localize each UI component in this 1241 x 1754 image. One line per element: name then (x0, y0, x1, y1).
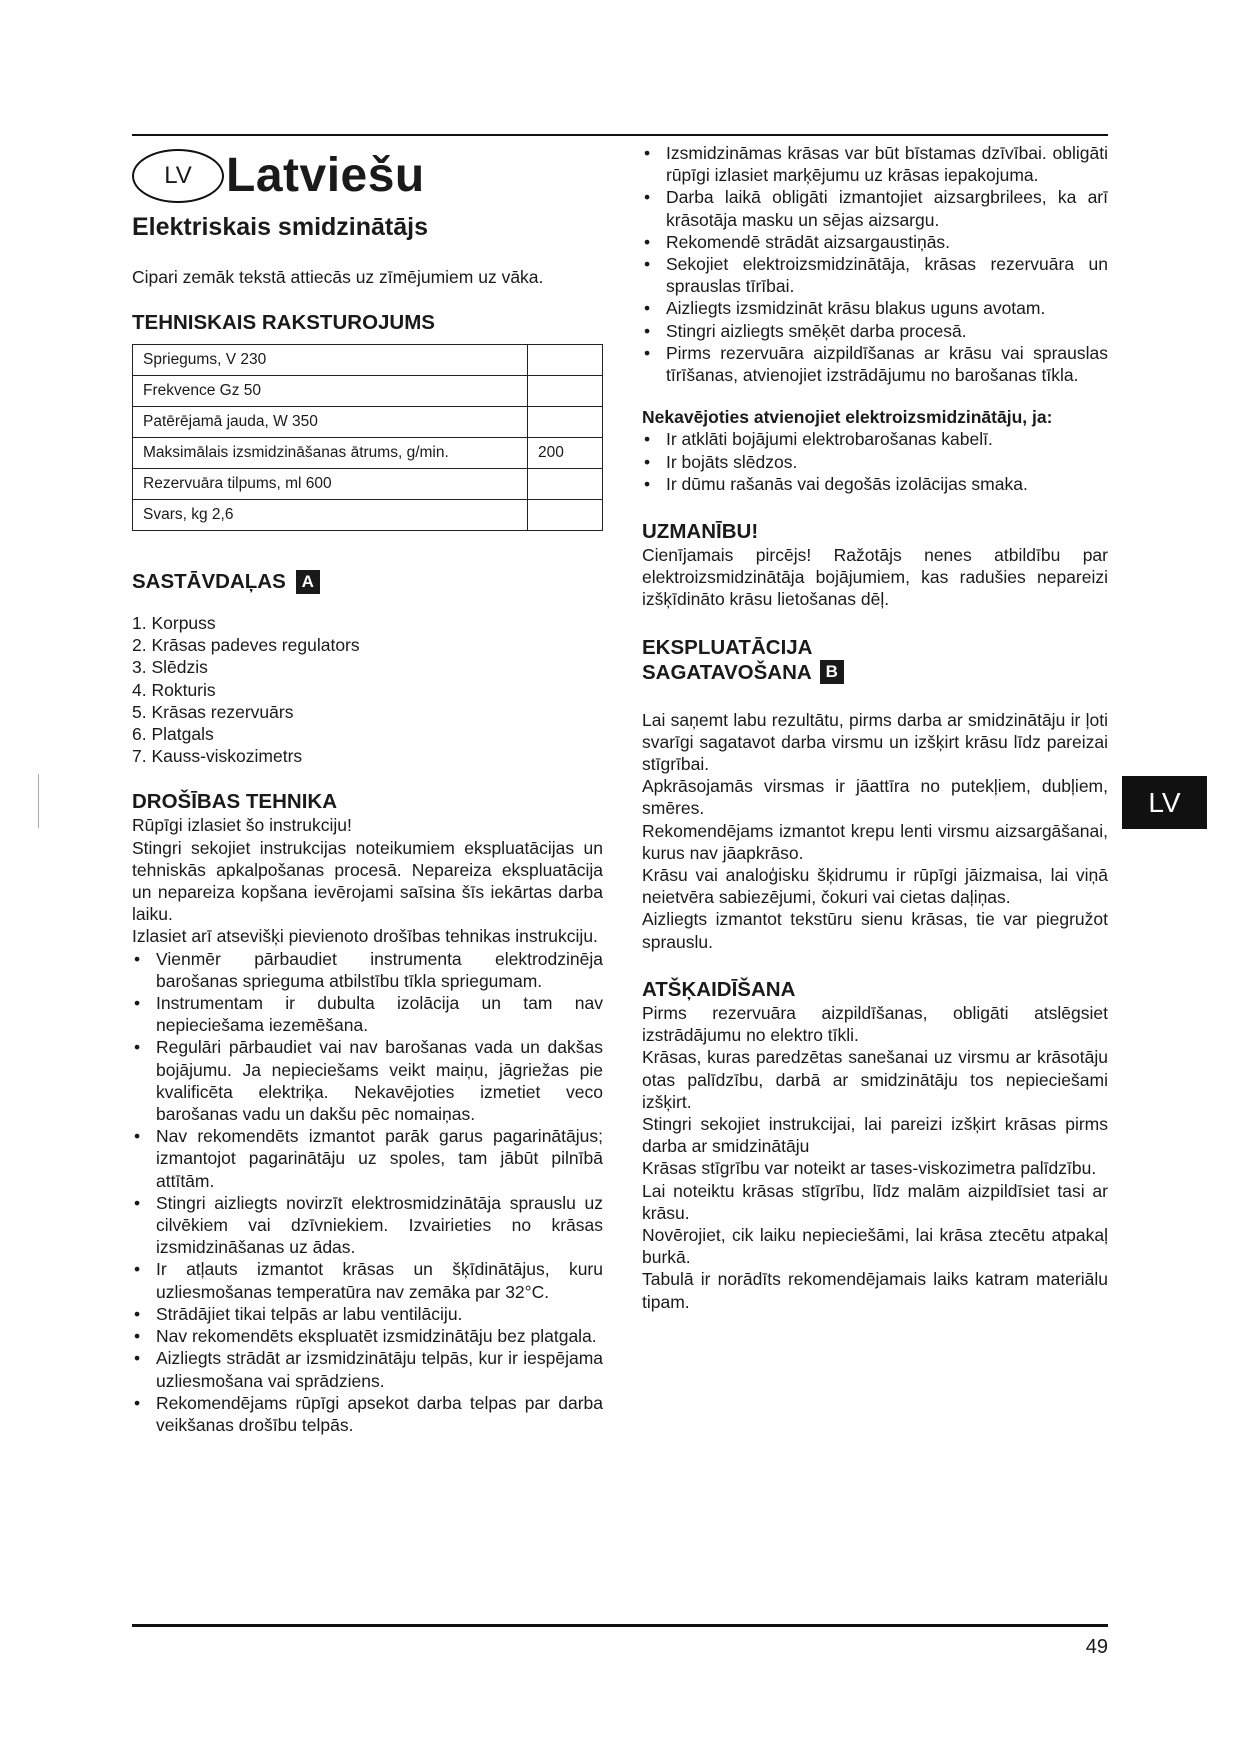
parts-heading (132, 569, 603, 594)
disconnect-heading: Nekavējoties atvienojiet elektroizsmidzinātāju, ja: (642, 407, 1053, 428)
spec-row (133, 407, 603, 438)
spec-row (133, 500, 603, 531)
spec-value (528, 345, 603, 376)
preparation-paragraph: Rekomendējams izmantot krepu lenti virsmu aizsargāšanai, kurus nav jāapkrāso. (642, 820, 1108, 863)
top-rule (132, 134, 1108, 136)
right-column (642, 142, 1108, 1313)
safety-bullet: • Sekojiet elektroizsmidzinātāja, krāsas rezervuāra un sprauslas tīrībai. (642, 253, 1108, 297)
spec-value: 200 (528, 438, 603, 469)
safety-heading: DROŠĪBAS TEHNIKA (132, 790, 338, 814)
thinning-paragraph: Stingri sekojiet instrukcijai, lai pareizi izšķirt krāsas pirms darba ar smidzinātāju (642, 1113, 1108, 1157)
intro-text: Cipari zemāk tekstā attiecās uz zīmējumiem uz vāka. (132, 267, 544, 287)
part-item: 4. Rokturis (132, 679, 216, 700)
part-item: 6. Platgals (132, 724, 214, 745)
bottom-rule (132, 1624, 1108, 1627)
thinning-paragraph: Pirms rezervuāra aizpildīšanas, obligāti atslēgsiet izstrādājumu no elektro tīkli. (642, 1002, 1108, 1046)
safety-bullet: • Darba laikā obligāti izmantojiet aizsargbrilees, ka arī krāsotāja masku un sējas aizsargu. (642, 186, 1108, 230)
specs-table (132, 344, 603, 531)
safety-bullet: • Aizliegts strādāt ar izsmidzinātāju telpās, kur ir iespējama uzliesmošana vai sprādziens. (132, 1347, 603, 1391)
safety-paragraph: Izlasiet arī atsevišķi pievienoto drošības tehnikas instrukciju. (132, 926, 598, 947)
thinning-paragraph: Krāsas, kuras paredzētas sanešanai uz virsmu ar krāsotāju otas palīdzību, darbā ar smidzinātāju tos nepieciešami izšķirt. (642, 1047, 1108, 1112)
disconnect-bullet: • Ir dūmu rašanās vai degošās izolācijas smaka. (642, 473, 1108, 495)
safety-bullet: • Stingri aizliegts novirzīt elektrosmidzinātāja sprauslu uz cilvēkiem vai dzīvniekiem. Izvairieties no krāsas izsmidzināšanas uz ādas. (132, 1192, 603, 1259)
safety-read-instructions: Rūpīgi izlasiet šo instrukciju! (132, 815, 352, 836)
spec-label: Frekvence Gz 50 (133, 376, 528, 407)
warning-text: Cienījamais pircējs! Ražotājs nenes atbildību par elektroizsmidzinātāja bojājumiem, kas radušies nepareizi izšķīdināto krāsu lietošanas dēļ. (642, 545, 1108, 610)
part-item: 2. Krāsas padeves regulators (132, 635, 360, 656)
page-number: 49 (1085, 1636, 1108, 1658)
part-item: 7. Kauss-viskozimetrs (132, 746, 303, 767)
safety-bullet: • Rekomendējams rūpīgi apsekot darba telpas par darba veikšanas drošību telpās. (132, 1392, 603, 1436)
product-title: Elektriskais smidzinātājs (132, 213, 428, 241)
left-column (132, 142, 603, 1436)
operation-heading: EKSPLUATĀCIJA (642, 635, 813, 659)
spec-row (133, 345, 603, 376)
part-item: 1. Korpuss (132, 613, 216, 633)
safety-bullet: • Vienmēr pārbaudiet instrumenta elektrodzinēja barošanas sprieguma atbilstību tīkla spriegumam. (132, 948, 603, 992)
spec-label: Rezervuāra tilpums, ml 600 (133, 469, 528, 500)
safety-bullet-list (132, 948, 603, 1436)
figure-a-badge: A (296, 570, 320, 594)
part-item: 5. Krāsas rezervuārs (132, 701, 294, 722)
thinning-paragraph: Krāsas stīgrību var noteikt ar tases-viskozimetra palīdzību. (642, 1158, 1097, 1179)
spec-label: Patērējamā jauda, W 350 (133, 407, 528, 438)
spec-value (528, 469, 603, 500)
spec-value (528, 407, 603, 438)
thinning-paragraph: Novērojiet, cik laiku nepieciešāmi, lai krāsa ztecētu atpakaļ burkā. (642, 1224, 1108, 1268)
preparation-heading (642, 660, 1108, 685)
spec-value (528, 500, 603, 531)
safety-bullet: • Regulāri pārbaudiet vai nav barošanas vada un dakšas bojājumu. Ja nepieciešams veikt maiņu, jāgriežas pie kvalificēta elektriķa. Nekavējoties izmetiet veco barošanas vadu un dakšu pēc nomaiņas. (132, 1036, 603, 1125)
spec-row (133, 438, 603, 469)
safety-bullet: • Ir atļauts izmantot krāsas un šķīdinātājus, kuru uzliesmošanas temperatūra nav zemāka par 32°C. (132, 1258, 603, 1302)
language-title: Latviešu (226, 149, 425, 202)
preparation-paragraph: Krāsu vai analoģisku šķidrumu ir rūpīgi jāizmaisa, lai viņā neietvēra sabiezējumi, čokuri vai cietas daļiņas. (642, 865, 1108, 908)
spec-row (133, 469, 603, 500)
figure-b-badge: B (820, 660, 844, 684)
safety-bullet: • Aizliegts izsmidzināt krāsu blakus uguns avotam. (642, 297, 1108, 319)
thinning-text (642, 1002, 1108, 1313)
safety-bullet: • Stingri aizliegts smēķēt darba procesā. (642, 320, 1108, 342)
disconnect-bullet: • Ir bojāts slēdzos. (642, 451, 1108, 473)
preparation-heading-text: SAGATAVOŠANA (642, 660, 812, 684)
parts-heading-text: SASTĀVDAĻAS (132, 570, 286, 593)
part-item: 3. Slēdzis (132, 657, 208, 678)
disconnect-bullet-list (642, 428, 1108, 495)
preparation-paragraph: Lai saņemt labu rezultātu, pirms darba ar smidzinātāju ir ļoti svarīgi sagatavot darba virsmu un izšķirt krāsu līdz pareizai stīgrībai. (642, 709, 1108, 775)
margin-mark (38, 774, 39, 828)
language-code-badge: LV (132, 149, 224, 203)
parts-list (132, 612, 603, 767)
spec-label: Svars, kg 2,6 (133, 500, 528, 531)
preparation-paragraph: Apkrāsojamās virsmas ir jāattīra no putekļiem, dubļiem, smēres. (642, 776, 1108, 819)
preparation-paragraph: Aizliegts izmantot tekstūru sienu krāsas, tie var piegružot sprauslu. (642, 909, 1108, 952)
specs-heading: TEHNISKAIS RAKSTUROJUMS (132, 311, 435, 334)
spec-label: Spriegums, V 230 (133, 345, 528, 376)
thinning-paragraph: Lai noteiktu krāsas stīgrību, līdz malām aizpildīsiet tasi ar krāsu. (642, 1180, 1108, 1223)
safety-bullet-list-continued (642, 142, 1108, 386)
safety-bullet: • Pirms rezervuāra aizpildīšanas ar krāsu vai sprauslas tīrīšanas, atvienojiet izstrādājumu no barošanas tīkla. (642, 342, 1108, 386)
disconnect-bullet: • Ir atklāti bojājumi elektrobarošanas kabelī. (642, 428, 1108, 450)
thinning-paragraph: Tabulā ir norādīts rekomendējamais laiks katram materiālu tipam. (642, 1269, 1108, 1312)
safety-paragraph: Stingri sekojiet instrukcijas noteikumiem ekspluatācijas un tehniskās apkalpošanas procesā. Nepareiza ekspluatācija un nepareiza kopšana ievērojami saīsina šīs iekārtas darba laiku. (132, 837, 603, 925)
safety-bullet: • Strādājiet tikai telpās ar labu ventilāciju. (132, 1303, 603, 1325)
safety-bullet: • Nav rekomendēts ekspluatēt izsmidzinātāju bez platgala. (132, 1325, 603, 1347)
safety-bullet: • Instrumentam ir dubulta izolācija un tam nav nepieciešama iezemēšana. (132, 992, 603, 1036)
preparation-text (642, 709, 1108, 953)
safety-bullet: • Nav rekomendēts izmantot parāk garus pagarinātājus; izmantojot pagarinātāju uz spoles, tam jābūt pilnībā attītām. (132, 1125, 603, 1192)
safety-bullet: • Rekomendē strādāt aizsargaustiņās. (642, 231, 1108, 253)
spec-label: Maksimālais izsmidzināšanas ātrums, g/min. (133, 438, 528, 469)
safety-bullet: • Izsmidzināmas krāsas var būt bīstamas dzīvībai. obligāti rūpīgi izlasiet marķējumu uz krāsas iepakojuma. (642, 142, 1108, 186)
spec-row (133, 376, 603, 407)
language-header (132, 148, 603, 203)
warning-heading: UZMANĪBU! (642, 520, 759, 544)
thinning-heading: ATŠĶAIDĪŠANA (642, 977, 796, 1001)
spec-value (528, 376, 603, 407)
language-side-tab: LV (1122, 776, 1207, 829)
